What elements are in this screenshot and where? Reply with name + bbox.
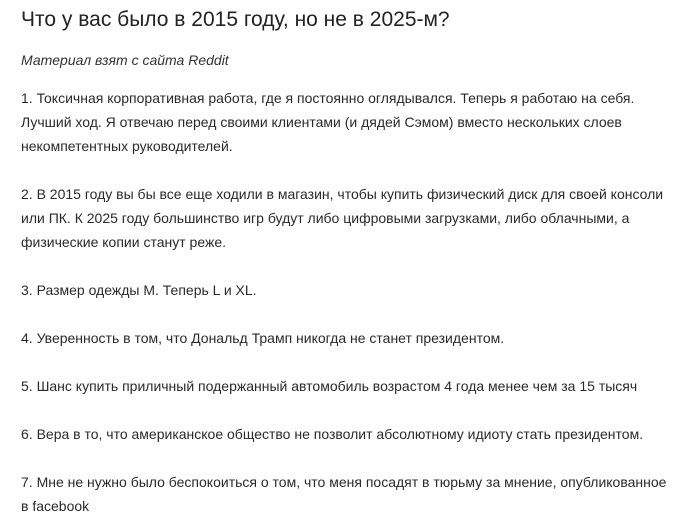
- list-item: 3. Размер одежды M. Теперь L и XL.: [21, 282, 257, 298]
- page-title: Что у вас было в 2015 году, но не в 2025-м?: [21, 8, 450, 31]
- list-item: 1. Токсичная корпоративная работа, где я постоянно оглядывался. Теперь я работаю на себя. Лучший ход. Я отвечаю перед своими клиентами (и дядей Сэмом) вместо нескольких слоев некомпетентных руководителей.: [21, 90, 635, 154]
- list-item: 6. Вера в то, что американское общество не позволит абсолютному идиоту стать президентом.: [21, 426, 644, 442]
- item-list: [21, 86, 676, 518]
- list-item: 2. В 2015 году вы бы все еще ходили в магазин, чтобы купить физический диск для своей консоли или ПК. К 2025 году большинство игр будут либо цифровыми загрузками, либо облачными, а физические копии станут реже.: [21, 186, 664, 250]
- list-item: 5. Шанс купить приличный подержанный автомобиль возрастом 4 года менее чем за 15 тысяч: [21, 378, 638, 394]
- list-item: 4. Уверенность в том, что Дональд Трамп никогда не станет президентом.: [21, 330, 505, 346]
- list-item: 7. Мне не нужно было беспокоиться о том, что меня посадят в тюрьму за мнение, опубликованное в facebook: [21, 474, 667, 514]
- source-note: Материал взят с сайта Reddit: [21, 52, 229, 68]
